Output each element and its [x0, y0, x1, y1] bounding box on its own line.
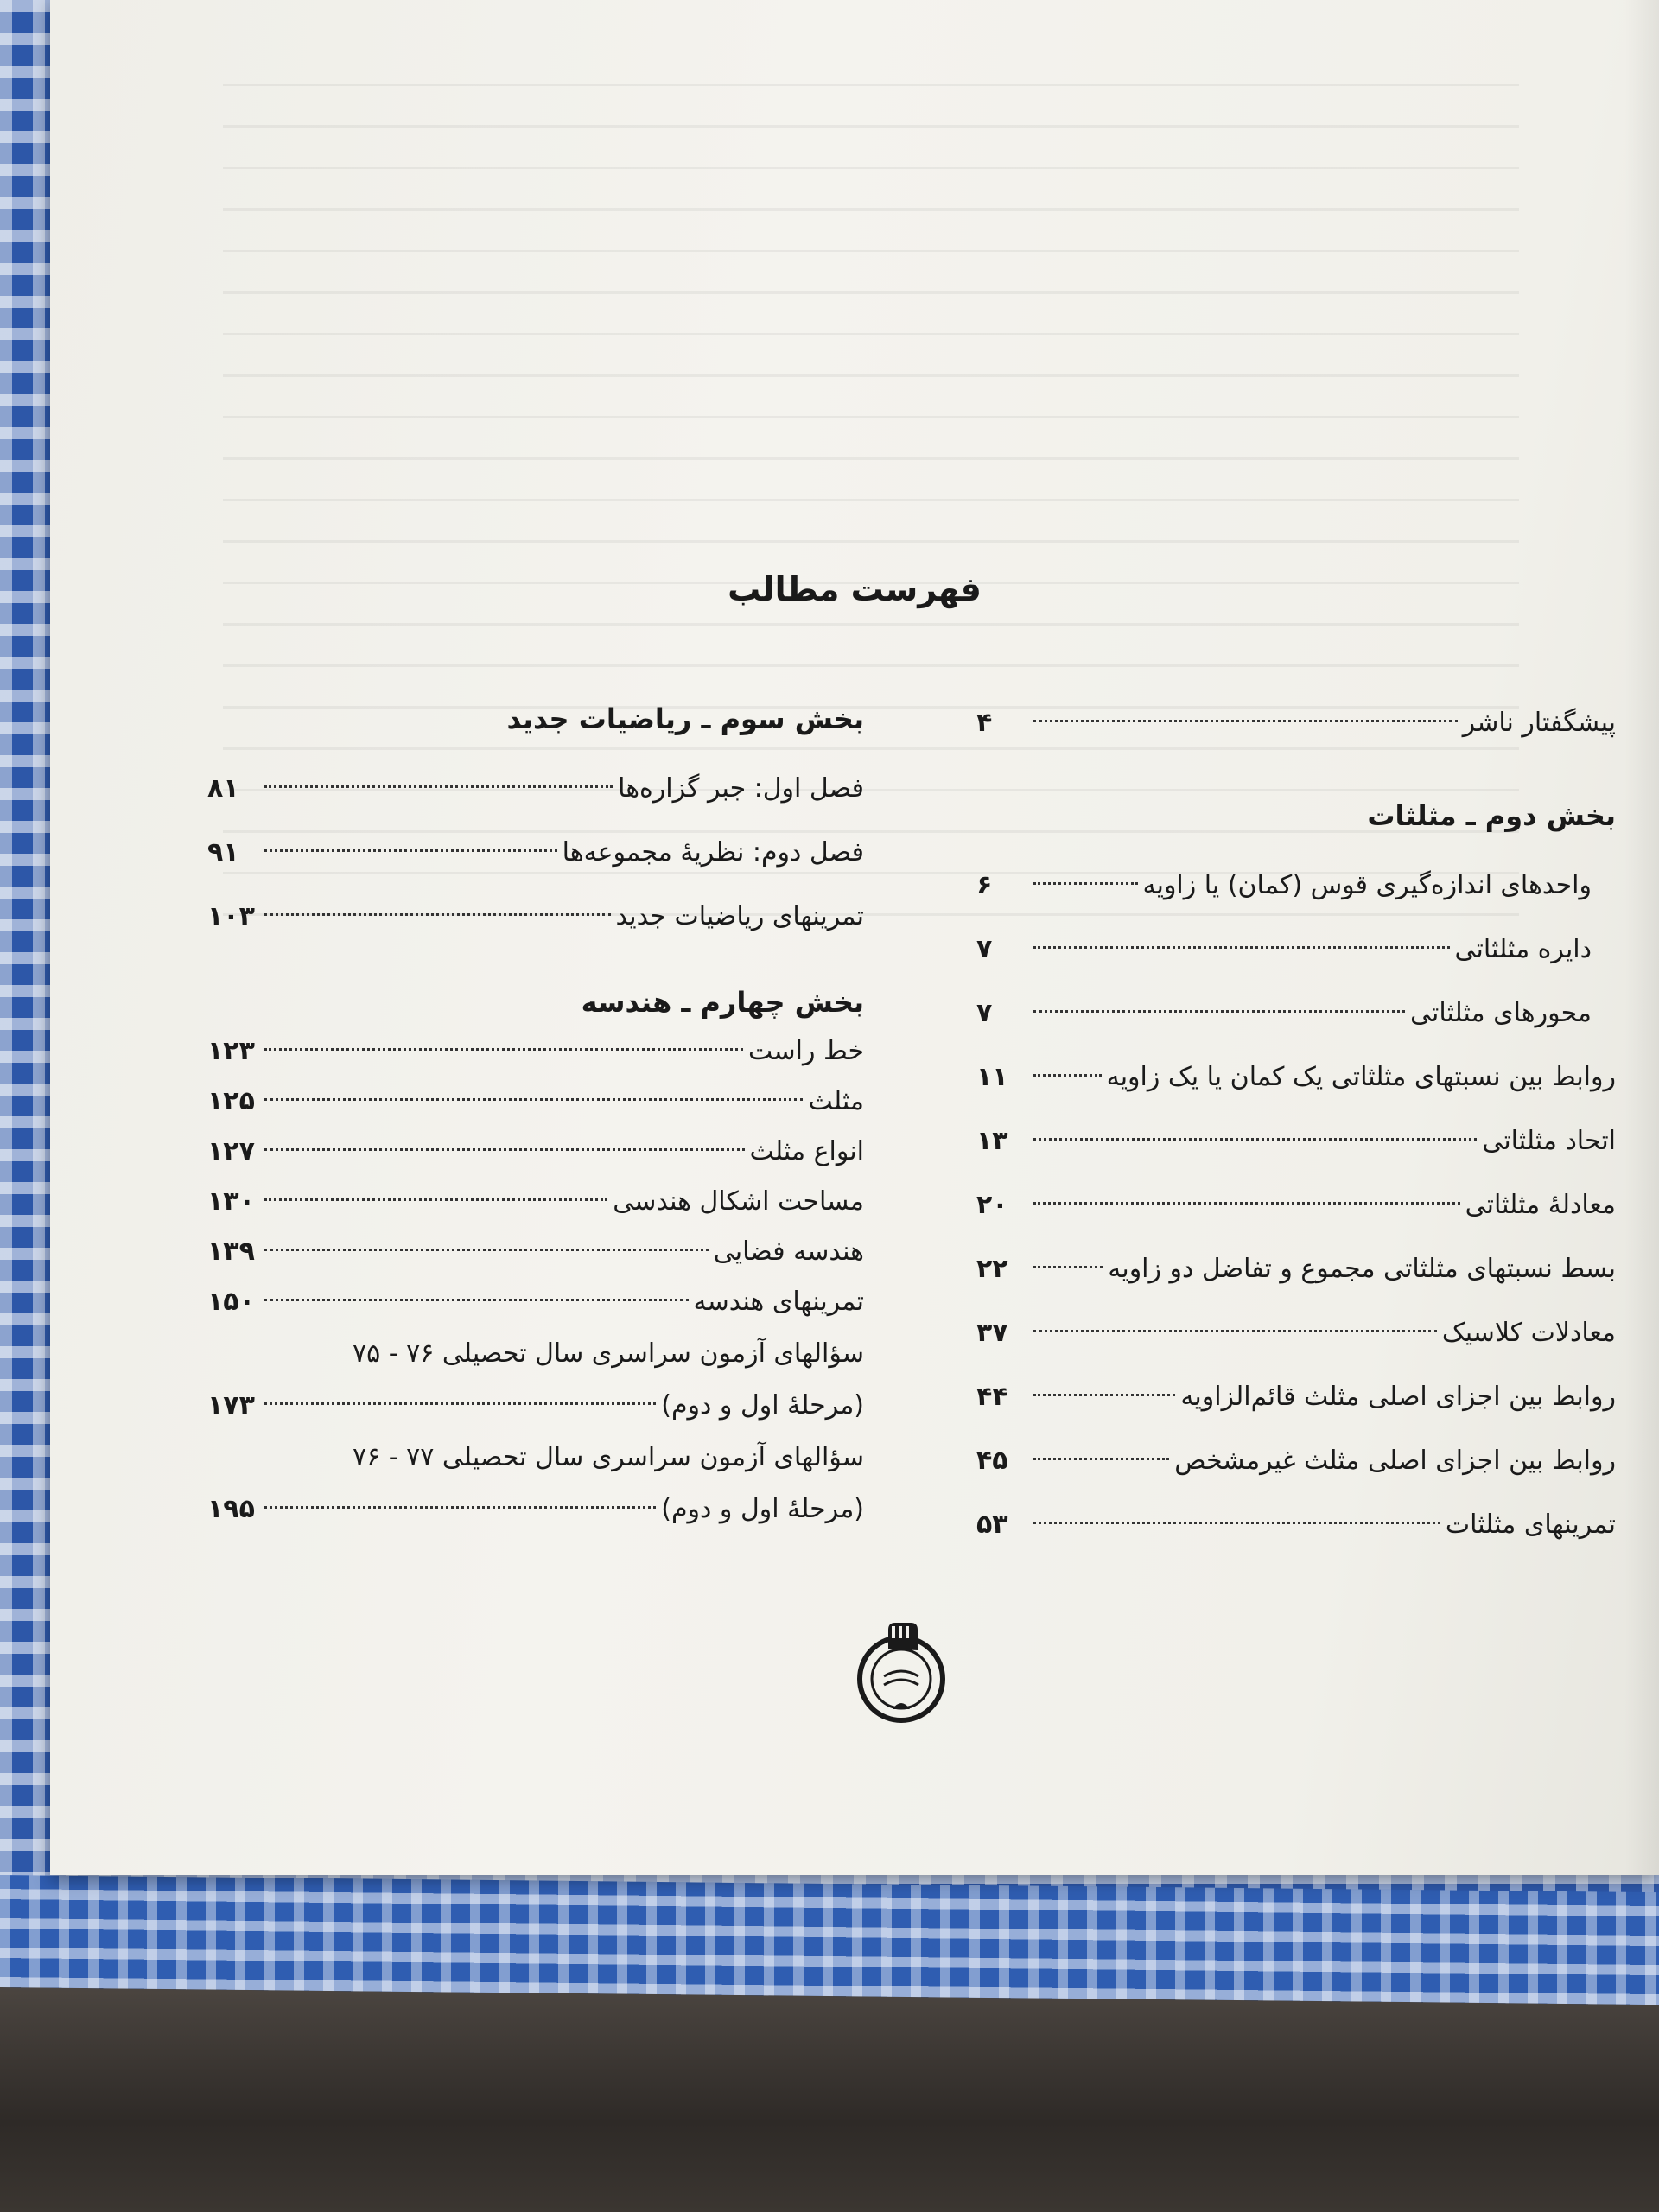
toc-page-number: ۲۲ — [976, 1254, 1008, 1284]
leader-dots — [264, 1048, 743, 1051]
toc-entry-label: محورهای مثلثاتی — [1410, 998, 1592, 1028]
toc-entry-continuation — [207, 1484, 864, 1535]
toc-entry-label: سؤالهای آزمون سراسری سال تحصیلی ۷۶ - ۷۵ — [352, 1338, 864, 1369]
toc-entry — [976, 1109, 1616, 1173]
toc-entry — [976, 1301, 1616, 1365]
toc-entry-label: پیشگفتار ناشر — [1462, 708, 1616, 738]
section-heading: بخش سوم ـ ریاضیات جدید — [506, 702, 864, 735]
leader-dots — [1033, 1010, 1405, 1013]
toc-entry-exam-1 — [207, 1327, 864, 1431]
section-heading: بخش چهارم ـ هندسه — [581, 986, 864, 1019]
toc-entry-label: معادلات کلاسیک — [1441, 1318, 1616, 1348]
toc-entry — [976, 982, 1616, 1046]
toc-entry — [207, 757, 864, 821]
toc-entry — [976, 1365, 1616, 1429]
leader-dots — [1033, 1330, 1437, 1332]
toc-entry-label: خط راست — [748, 1036, 864, 1066]
toc-entry-label: تمرینهای ریاضیات جدید — [615, 901, 864, 931]
leader-dots — [264, 849, 557, 852]
leader-dots — [1033, 946, 1450, 949]
toc-entry — [976, 1429, 1616, 1493]
toc-page-number: ۱۳۰ — [207, 1186, 255, 1217]
leader-dots — [264, 1198, 607, 1201]
leader-dots — [1033, 1522, 1440, 1524]
toc-entry — [976, 1046, 1616, 1109]
toc-page-number: ۸۱ — [207, 773, 239, 804]
leader-dots — [264, 1299, 689, 1301]
leader-dots — [1033, 1458, 1169, 1460]
toc-entry-label: فصل دوم: نظریۀ مجموعه‌ها — [562, 837, 864, 868]
page-title: فهرست مطالب — [728, 570, 982, 608]
toc-entry-label: روابط بین اجزای اصلی مثلث غیرمشخص — [1174, 1446, 1616, 1476]
toc-page-number: ۱۰۳ — [207, 901, 255, 931]
toc-right-column — [976, 691, 1616, 1557]
toc-entry-label: مثلث — [808, 1086, 864, 1116]
leader-dots — [1033, 1074, 1102, 1077]
leader-dots — [264, 1249, 709, 1251]
toc-entry — [976, 854, 1616, 918]
toc-entry-label: روابط بین نسبتهای مثلثاتی یک کمان یا یک زاویه — [1106, 1062, 1616, 1092]
toc-entry-label: فصل اول: جبر گزاره‌ها — [618, 773, 864, 804]
toc-entry-label: تمرینهای هندسه — [693, 1287, 864, 1317]
toc-left-column — [207, 700, 864, 1535]
toc-entry-label: انواع مثلث — [749, 1136, 864, 1166]
toc-entry-label: مساحت اشکال هندسی — [613, 1186, 864, 1217]
toc-entry-label: واحدهای اندازه‌گیری قوس (کمان) یا زاویه — [1142, 870, 1592, 900]
toc-entry-label: بسط نسبتهای مثلثاتی مجموع و تفاضل دو زاویه — [1108, 1254, 1616, 1284]
toc-entry-label: تمرینهای مثلثات — [1445, 1510, 1616, 1540]
leader-dots — [1033, 1138, 1477, 1141]
spacer — [207, 949, 864, 983]
leader-dots — [1033, 1202, 1460, 1205]
toc-entry — [207, 1277, 864, 1327]
toc-page-number: ۵۳ — [976, 1510, 1008, 1540]
toc-page-number: ۶ — [976, 870, 993, 900]
toc-entry — [207, 1227, 864, 1277]
toc-entry-label: (مرحلۀ اول و دوم) — [661, 1390, 864, 1421]
leader-dots — [264, 1402, 656, 1405]
toc-entry-label: (مرحلۀ اول و دوم) — [661, 1494, 864, 1524]
toc-page-number: ۱۲۷ — [207, 1136, 255, 1166]
leader-dots — [1033, 1266, 1103, 1268]
toc-page-number: ۱۳ — [976, 1126, 1008, 1156]
toc-entry — [976, 1237, 1616, 1301]
toc-entry-label: روابط بین اجزای اصلی مثلث قائم‌الزاویه — [1180, 1382, 1616, 1412]
toc-entry — [207, 1027, 864, 1077]
toc-entry-label: دایره مثلثاتی — [1454, 934, 1592, 964]
toc-entry — [207, 1127, 864, 1177]
toc-page-number: ۱۲۳ — [207, 1036, 255, 1066]
leader-dots — [264, 1506, 656, 1509]
leader-dots — [264, 1098, 803, 1101]
leader-dots — [1033, 882, 1138, 885]
toc-entry — [207, 885, 864, 949]
toc-page-number: ۳۷ — [976, 1318, 1008, 1348]
toc-entry — [976, 1493, 1616, 1557]
toc-page-number: ۴ — [976, 708, 993, 738]
toc-page-number: ۱۹۵ — [207, 1494, 255, 1524]
toc-entry — [207, 1177, 864, 1227]
leader-dots — [264, 785, 613, 788]
leader-dots — [264, 913, 611, 916]
toc-entry-label: اتحاد مثلثاتی — [1482, 1126, 1616, 1156]
toc-page-number: ۱۵۰ — [207, 1287, 255, 1317]
toc-page-number: ۴۵ — [976, 1446, 1008, 1476]
section-heading: بخش دوم ـ مثلثات — [1367, 799, 1616, 832]
table-of-contents — [50, 0, 1659, 1875]
toc-page-number: ۱۷۳ — [207, 1390, 255, 1421]
toc-page-number: ۱۱ — [976, 1062, 1008, 1092]
toc-page-number: ۴۴ — [976, 1382, 1008, 1412]
book-cover-edge — [0, 1875, 1659, 2005]
toc-entry-label: هندسه فضایی — [713, 1236, 864, 1267]
toc-page-number: ۲۰ — [976, 1190, 1008, 1220]
toc-entry-label: سؤالهای آزمون سراسری سال تحصیلی ۷۷ - ۷۶ — [352, 1442, 864, 1472]
toc-page-number: ۷ — [976, 934, 993, 964]
book-page — [50, 0, 1659, 1875]
leader-dots — [264, 1148, 745, 1151]
toc-entry-preface — [976, 691, 1616, 755]
toc-entry — [976, 918, 1616, 982]
toc-page-number: ۹۱ — [207, 837, 239, 868]
toc-entry — [976, 1173, 1616, 1237]
toc-entry-label: معادلۀ مثلثاتی — [1465, 1190, 1616, 1220]
toc-page-number: ۱۳۹ — [207, 1236, 255, 1267]
toc-entry-continuation — [207, 1381, 864, 1431]
floor-background — [0, 1987, 1659, 2212]
toc-entry — [207, 821, 864, 885]
toc-page-number: ۷ — [976, 998, 993, 1028]
toc-page-number: ۱۲۵ — [207, 1086, 255, 1116]
toc-entry — [207, 1077, 864, 1127]
toc-entry-exam-2 — [207, 1431, 864, 1535]
spacer — [976, 755, 1616, 797]
fist-seal-icon — [854, 1614, 949, 1726]
leader-dots — [1033, 720, 1458, 722]
leader-dots — [1033, 1394, 1175, 1396]
